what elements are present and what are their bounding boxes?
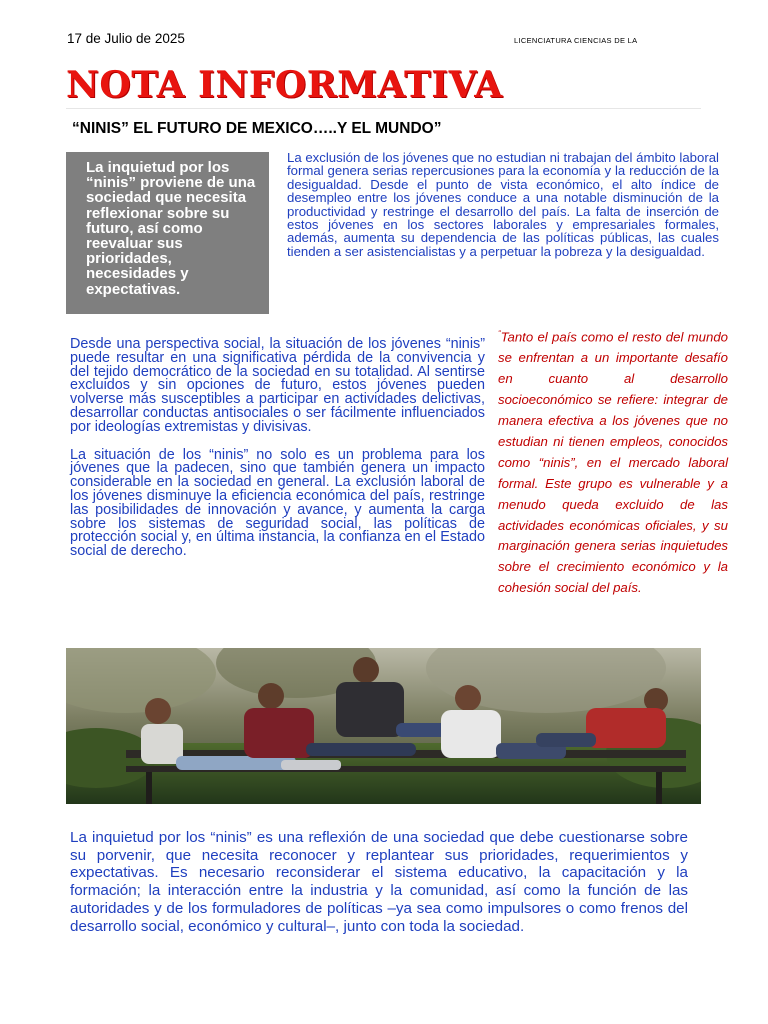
program-name: LICENCIATURA CIENCIAS DE LA	[514, 36, 638, 45]
document-date: 17 de Julio de 2025	[67, 31, 185, 46]
callout-text: Tanto el país como el resto del mundo se enfrentan a un importante desafío en cuanto al desarrollo socioeconómico se refiere: integrar de manera efectiva a los jóvenes que no estudian ni tienen empleos, conocidos como “ninis”, en el mercado laboral formal. Este grupo es vulnerable y a menudo queda excluido de las actividades económicas oficiales, y su marginación genera serias inquietudes sobre el crecimiento económico y la cohesión social del país.	[498, 329, 728, 596]
photo-young-men-on-bench	[66, 648, 701, 804]
body-paragraph-2: La situación de los “ninis” no solo es un problema para los jóvenes que la padecen, sino que también genera un impacto considerable en la sociedad en general. La exclusión laboral de los jóvenes disminuye la eficiencia económica del país, restringe las posibilidades de innovación y avance, y aumenta la carga sobre los sistemas de seguridad social, las políticas de protección social y, en última instancia, la confianza en el Estado social de derecho.	[70, 446, 485, 560]
callout-quote	[498, 324, 728, 599]
pull-quote-text: La inquietud por los “ninis” proviene de una sociedad que necesita reflexionar sobre su futuro, así como reevaluar sus prioridades, necesidades y expectativas.	[86, 159, 256, 298]
article-photo	[66, 648, 701, 804]
callout-open-quote-mark: “	[498, 329, 501, 338]
intro-paragraph: La exclusión de los jóvenes que no estudian ni trabajan del ámbito laboral formal genera serias repercusiones para la economía y la reducción de la desigualdad. Desde el punto de vista económico, el alto índice de desempleo entre los jóvenes conduce a una notable disminución de la productividad y restringe el desarrollo del país. La falta de inserción de estos jóvenes en los sectores laborales y empresariales formales, además, aumenta su dependencia de las políticas públicas, las cuales tienden a ser asistencialistas y a perpetuar la pobreza y la desigualdad.	[287, 150, 719, 259]
page-title: NOTA INFORMATIVA	[66, 64, 503, 106]
body-column	[70, 338, 485, 559]
pull-quote-box	[66, 152, 269, 314]
closing-paragraph: La inquietud por los “ninis” es una reflexión de una sociedad que debe cuestionarse sobre su porvenir, que necesita reconocer y replantear sus prioridades, requerimientos y expectativas. Es necesario reconsiderar el sistema educativo, la capacitación y la formación; la interacción entre la industria y la comunidad, así como la función de las autoridades y de los formuladores de políticas –ya sea como impulsores o como frenos del desarrollo social, económico y cultural–, junto con toda la sociedad.	[70, 829, 688, 935]
article-subtitle: “NINIS” EL FUTURO DE MEXICO…..Y EL MUNDO”	[72, 120, 442, 137]
body-paragraph-1: Desde una perspectiva social, la situación de los jóvenes “ninis” puede resultar en una significativa pérdida de la convivencia y del tejido democrático de la sociedad en su totalidad. Al sentirse excluidos y sin opciones de futuro, estos jóvenes pueden volverse más susceptibles a participar en actividades delictivas, desarrollar conductas antisociales o ser fácilmente influenciados por ideologías extremistas y divisivas.	[70, 336, 485, 435]
title-divider	[66, 108, 701, 109]
